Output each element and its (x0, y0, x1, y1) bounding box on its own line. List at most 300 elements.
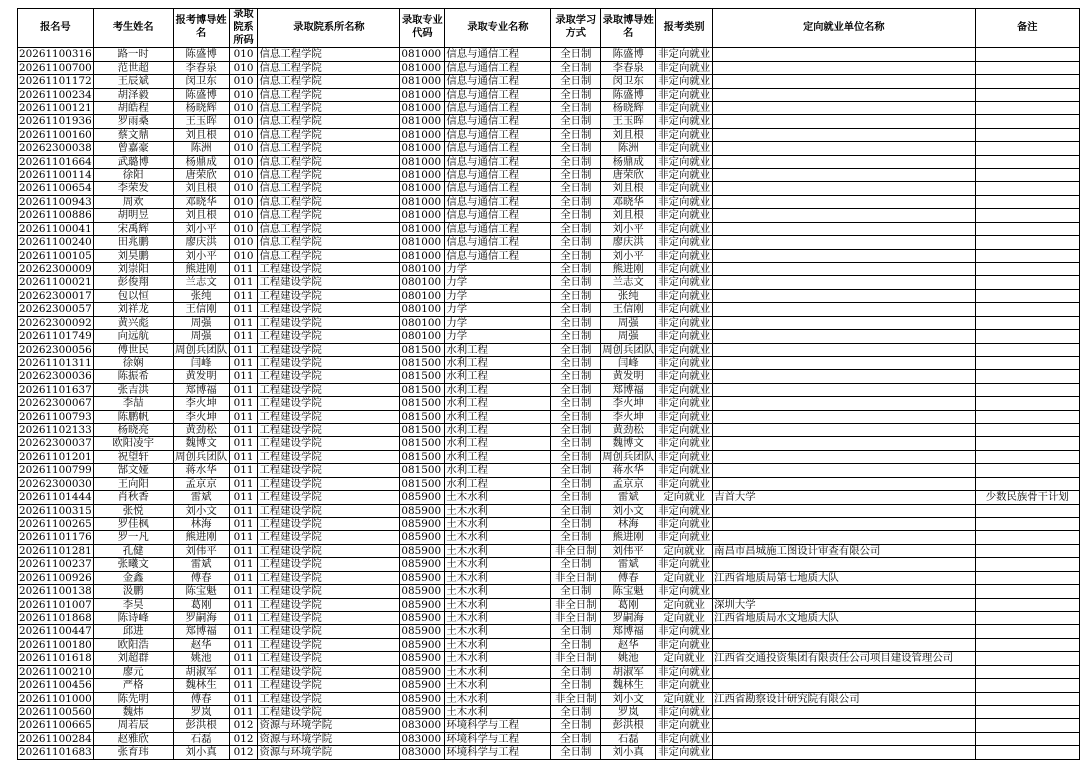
cell-study-mode: 全日制 (551, 276, 601, 289)
cell-remarks (975, 209, 1080, 222)
cell-registration-number: 20261100180 (19, 638, 92, 651)
cell-candidate-name: 徐阳 (93, 169, 173, 182)
cell-department-code: 011 (229, 356, 258, 369)
cell-major-code: 081000 (400, 75, 445, 88)
cell-department-code: 011 (229, 598, 258, 611)
cell-candidate-name: 祝望轩 (93, 450, 173, 463)
cell-department-code: 010 (229, 169, 258, 182)
cell-application-type: 非定向就业 (656, 531, 713, 544)
cell-applied-supervisor: 王玉晖 (173, 115, 229, 128)
cell-candidate-name: 肖秋香 (93, 491, 173, 504)
cell-applied-supervisor: 雷斌 (173, 491, 229, 504)
column-header-applied-supervisor: 报考博导姓名 (173, 9, 229, 48)
cell-remarks (975, 236, 1080, 249)
cell-applied-supervisor: 罗岚 (173, 705, 229, 718)
cell-registration-number: 20262300038 (19, 142, 92, 155)
cell-department-name: 工程建设学院 (258, 665, 400, 678)
cell-applied-supervisor: 刘小文 (173, 504, 229, 517)
cell-applied-supervisor: 刘伟平 (173, 544, 229, 557)
cell-department-code: 011 (229, 477, 258, 490)
cell-department-code: 011 (229, 679, 258, 692)
cell-department-code: 010 (229, 75, 258, 88)
cell-major-name: 水利工程 (445, 477, 551, 490)
cell-candidate-name: 赵雅欣 (93, 732, 173, 745)
cell-candidate-name: 汲鹏 (93, 585, 173, 598)
table-row (18, 531, 1080, 544)
cell-employer-name (713, 101, 975, 114)
cell-study-mode: 全日制 (551, 558, 601, 571)
cell-study-mode: 全日制 (551, 88, 601, 101)
cell-remarks (975, 142, 1080, 155)
cell-application-type: 非定向就业 (656, 518, 713, 531)
cell-application-type: 非定向就业 (656, 169, 713, 182)
cell-candidate-name: 罗佳枫 (93, 518, 173, 531)
cell-applied-supervisor: 石磊 (173, 732, 229, 745)
cell-candidate-name: 邱进 (93, 625, 173, 638)
cell-employer-name (713, 343, 975, 356)
cell-department-code: 010 (229, 115, 258, 128)
cell-study-mode: 全日制 (551, 115, 601, 128)
cell-candidate-name: 陈振希 (93, 370, 173, 383)
cell-candidate-name: 徐娴 (93, 356, 173, 369)
cell-study-mode: 全日制 (551, 75, 601, 88)
cell-major-code: 085900 (400, 544, 445, 557)
cell-study-mode: 全日制 (551, 316, 601, 329)
cell-department-name: 工程建设学院 (258, 504, 400, 517)
cell-department-name: 资源与环境学院 (258, 719, 400, 732)
cell-major-name: 土木水利 (445, 585, 551, 598)
cell-employer-name (713, 289, 975, 302)
cell-admitted-supervisor: 刘小真 (601, 746, 656, 759)
column-header-application-type: 报考类别 (656, 9, 713, 48)
cell-remarks (975, 638, 1080, 651)
cell-department-name: 工程建设学院 (258, 491, 400, 504)
cell-major-name: 土木水利 (445, 705, 551, 718)
cell-department-code: 011 (229, 397, 258, 410)
cell-applied-supervisor: 郑博福 (173, 383, 229, 396)
table-row (18, 263, 1080, 276)
cell-major-code: 083000 (400, 746, 445, 759)
cell-application-type: 非定向就业 (656, 450, 713, 463)
cell-application-type: 非定向就业 (656, 316, 713, 329)
cell-major-name: 信息与通信工程 (445, 222, 551, 235)
table-row (18, 276, 1080, 289)
table-row (18, 343, 1080, 356)
cell-department-name: 工程建设学院 (258, 652, 400, 665)
cell-department-code: 010 (229, 61, 258, 74)
cell-department-code: 011 (229, 316, 258, 329)
cell-department-name: 信息工程学院 (258, 155, 400, 168)
cell-remarks (975, 531, 1080, 544)
cell-candidate-name: 罗一凡 (93, 531, 173, 544)
table-row (18, 665, 1080, 678)
cell-major-code: 085900 (400, 491, 445, 504)
cell-department-code: 012 (229, 732, 258, 745)
cell-department-code: 012 (229, 719, 258, 732)
cell-study-mode: 全日制 (551, 236, 601, 249)
cell-major-name: 水利工程 (445, 383, 551, 396)
cell-major-name: 水利工程 (445, 437, 551, 450)
cell-remarks (975, 101, 1080, 114)
cell-admitted-supervisor: 黄劲松 (601, 424, 656, 437)
cell-department-name: 工程建设学院 (258, 518, 400, 531)
cell-department-name: 工程建设学院 (258, 450, 400, 463)
cell-application-type: 非定向就业 (656, 61, 713, 74)
cell-employer-name: 江西省勘察设计研究院有限公司 (713, 692, 975, 705)
cell-major-name: 力学 (445, 289, 551, 302)
table-row (18, 504, 1080, 517)
cell-major-code: 081500 (400, 450, 445, 463)
cell-registration-number: 20261101618 (19, 652, 92, 665)
cell-department-code: 011 (229, 424, 258, 437)
cell-applied-supervisor: 蒋水华 (173, 464, 229, 477)
cell-major-code: 081000 (400, 48, 445, 61)
cell-remarks (975, 544, 1080, 557)
cell-applied-supervisor: 周创兵团队 (173, 450, 229, 463)
table-row (18, 182, 1080, 195)
cell-application-type: 非定向就业 (656, 665, 713, 678)
cell-department-code: 011 (229, 518, 258, 531)
cell-employer-name (713, 169, 975, 182)
cell-candidate-name: 周欢 (93, 195, 173, 208)
cell-major-code: 081000 (400, 236, 445, 249)
cell-employer-name (713, 155, 975, 168)
cell-admitted-supervisor: 刘小文 (601, 692, 656, 705)
cell-department-code: 011 (229, 504, 258, 517)
cell-application-type: 定向就业 (656, 571, 713, 584)
cell-application-type: 非定向就业 (656, 101, 713, 114)
cell-remarks (975, 410, 1080, 423)
cell-candidate-name: 欧阳浩 (93, 638, 173, 651)
cell-admitted-supervisor: 罗岚 (601, 705, 656, 718)
cell-major-code: 083000 (400, 732, 445, 745)
cell-study-mode: 全日制 (551, 531, 601, 544)
cell-candidate-name: 李昊 (93, 598, 173, 611)
cell-employer-name (713, 303, 975, 316)
cell-candidate-name: 张育玮 (93, 746, 173, 759)
cell-registration-number: 20262300056 (19, 343, 92, 356)
cell-registration-number: 20261100114 (19, 169, 92, 182)
cell-major-name: 土木水利 (445, 598, 551, 611)
table-row (18, 75, 1080, 88)
cell-major-code: 080100 (400, 276, 445, 289)
cell-employer-name (713, 88, 975, 101)
cell-study-mode: 非全日制 (551, 544, 601, 557)
cell-applied-supervisor: 杨鼎成 (173, 155, 229, 168)
cell-employer-name (713, 504, 975, 517)
cell-remarks (975, 464, 1080, 477)
cell-employer-name: 江西省地质局第七地质大队 (713, 571, 975, 584)
cell-registration-number: 20261101936 (19, 115, 92, 128)
cell-major-name: 信息与通信工程 (445, 155, 551, 168)
cell-admitted-supervisor: 兰志文 (601, 276, 656, 289)
cell-major-code: 085900 (400, 652, 445, 665)
cell-major-name: 信息与通信工程 (445, 61, 551, 74)
cell-registration-number: 20261101311 (19, 356, 92, 369)
cell-registration-number: 20261100041 (19, 222, 92, 235)
cell-major-name: 土木水利 (445, 504, 551, 517)
cell-department-name: 信息工程学院 (258, 209, 400, 222)
cell-application-type: 非定向就业 (656, 115, 713, 128)
cell-applied-supervisor: 郑博福 (173, 625, 229, 638)
cell-department-code: 011 (229, 652, 258, 665)
cell-admitted-supervisor: 姚池 (601, 652, 656, 665)
cell-department-name: 工程建设学院 (258, 464, 400, 477)
table-row (18, 303, 1080, 316)
cell-remarks (975, 518, 1080, 531)
table-row (18, 719, 1080, 732)
cell-major-code: 081500 (400, 397, 445, 410)
cell-study-mode: 全日制 (551, 182, 601, 195)
table-row (18, 692, 1080, 705)
cell-employer-name (713, 397, 975, 410)
cell-admitted-supervisor: 郑博福 (601, 383, 656, 396)
cell-major-code: 085900 (400, 638, 445, 651)
cell-remarks (975, 705, 1080, 718)
cell-registration-number: 20262300017 (19, 289, 92, 302)
table-row (18, 746, 1080, 759)
cell-employer-name (713, 518, 975, 531)
table-row (18, 638, 1080, 651)
cell-employer-name (713, 330, 975, 343)
cell-candidate-name: 陈先明 (93, 692, 173, 705)
cell-admitted-supervisor: 李火坤 (601, 397, 656, 410)
cell-registration-number: 20261101664 (19, 155, 92, 168)
cell-department-code: 011 (229, 571, 258, 584)
cell-candidate-name: 廖元 (93, 665, 173, 678)
cell-department-code: 010 (229, 101, 258, 114)
cell-major-code: 081500 (400, 464, 445, 477)
cell-employer-name (713, 263, 975, 276)
cell-registration-number: 20262300092 (19, 316, 92, 329)
cell-candidate-name: 陈鹏帆 (93, 410, 173, 423)
cell-department-name: 信息工程学院 (258, 169, 400, 182)
table-row (18, 598, 1080, 611)
cell-registration-number: 20262300009 (19, 263, 92, 275)
table-row (18, 169, 1080, 182)
cell-registration-number: 20261100121 (19, 101, 92, 114)
cell-remarks (975, 611, 1080, 624)
table-row (18, 518, 1080, 531)
cell-major-name: 水利工程 (445, 356, 551, 369)
cell-remarks (975, 558, 1080, 571)
cell-candidate-name: 张曦文 (93, 558, 173, 571)
cell-application-type: 定向就业 (656, 598, 713, 611)
cell-department-code: 011 (229, 383, 258, 396)
table-row (18, 370, 1080, 383)
cell-application-type: 非定向就业 (656, 155, 713, 168)
table-row (18, 410, 1080, 423)
cell-remarks (975, 182, 1080, 195)
cell-department-code: 011 (229, 343, 258, 356)
cell-remarks (975, 263, 1080, 276)
cell-employer-name (713, 61, 975, 74)
cell-applied-supervisor: 廖庆洪 (173, 236, 229, 249)
cell-study-mode: 全日制 (551, 464, 601, 477)
cell-registration-number: 20261100160 (19, 128, 92, 141)
cell-registration-number: 20262300037 (19, 437, 92, 450)
cell-department-code: 011 (229, 692, 258, 705)
cell-department-code: 011 (229, 611, 258, 624)
cell-department-name: 工程建设学院 (258, 598, 400, 611)
cell-department-name: 工程建设学院 (258, 679, 400, 692)
cell-applied-supervisor: 周创兵团队 (173, 343, 229, 356)
cell-major-code: 081000 (400, 101, 445, 114)
cell-remarks (975, 424, 1080, 437)
cell-major-name: 土木水利 (445, 665, 551, 678)
cell-major-name: 信息与通信工程 (445, 128, 551, 141)
cell-registration-number: 20261100138 (19, 585, 92, 598)
cell-remarks (975, 343, 1080, 356)
cell-applied-supervisor: 胡淑军 (173, 665, 229, 678)
cell-department-code: 011 (229, 625, 258, 638)
cell-employer-name (713, 746, 975, 759)
cell-remarks (975, 61, 1080, 74)
cell-registration-number: 20261100799 (19, 464, 92, 477)
cell-department-name: 工程建设学院 (258, 356, 400, 369)
cell-applied-supervisor: 熊进刚 (173, 531, 229, 544)
cell-employer-name (713, 115, 975, 128)
cell-applied-supervisor: 魏博文 (173, 437, 229, 450)
cell-remarks (975, 397, 1080, 410)
cell-admitted-supervisor: 林海 (601, 518, 656, 531)
cell-major-name: 力学 (445, 276, 551, 289)
cell-candidate-name: 魏炜 (93, 705, 173, 718)
cell-study-mode: 全日制 (551, 356, 601, 369)
cell-applied-supervisor: 罗嗣海 (173, 611, 229, 624)
cell-admitted-supervisor: 周强 (601, 330, 656, 343)
cell-application-type: 非定向就业 (656, 719, 713, 732)
cell-registration-number: 20261100654 (19, 182, 92, 195)
cell-remarks (975, 692, 1080, 705)
cell-application-type: 非定向就业 (656, 679, 713, 692)
cell-department-code: 010 (229, 155, 258, 168)
cell-employer-name (713, 424, 975, 437)
column-header-candidate-name: 考生姓名 (93, 9, 173, 48)
cell-major-name: 土木水利 (445, 638, 551, 651)
cell-remarks (975, 303, 1080, 316)
cell-applied-supervisor: 邓晓华 (173, 195, 229, 208)
cell-department-code: 011 (229, 705, 258, 718)
cell-registration-number: 20261101868 (19, 611, 92, 624)
cell-department-name: 工程建设学院 (258, 638, 400, 651)
cell-major-code: 085900 (400, 531, 445, 544)
cell-admitted-supervisor: 周强 (601, 316, 656, 329)
cell-employer-name (713, 209, 975, 222)
cell-registration-number: 20262300036 (19, 370, 92, 383)
cell-application-type: 非定向就业 (656, 356, 713, 369)
cell-department-name: 工程建设学院 (258, 625, 400, 638)
cell-department-code: 011 (229, 464, 258, 477)
cell-candidate-name: 曾嘉豪 (93, 142, 173, 155)
cell-candidate-name: 黄兴彪 (93, 316, 173, 329)
cell-employer-name (713, 450, 975, 463)
table-row (18, 611, 1080, 624)
cell-major-name: 水利工程 (445, 343, 551, 356)
cell-applied-supervisor: 唐荣欣 (173, 169, 229, 182)
cell-study-mode: 全日制 (551, 450, 601, 463)
cell-admitted-supervisor: 黄发明 (601, 370, 656, 383)
cell-study-mode: 全日制 (551, 719, 601, 732)
cell-registration-number: 20261101000 (19, 692, 92, 705)
cell-employer-name (713, 383, 975, 396)
cell-employer-name (713, 75, 975, 88)
cell-applied-supervisor: 孟京京 (173, 477, 229, 490)
cell-study-mode: 全日制 (551, 370, 601, 383)
cell-admitted-supervisor: 杨鼎成 (601, 155, 656, 168)
cell-study-mode: 全日制 (551, 424, 601, 437)
cell-applied-supervisor: 杨晓辉 (173, 101, 229, 114)
cell-candidate-name: 陈诗峰 (93, 611, 173, 624)
cell-application-type: 非定向就业 (656, 209, 713, 222)
cell-major-code: 081500 (400, 383, 445, 396)
cell-major-code: 080100 (400, 303, 445, 316)
cell-application-type: 非定向就业 (656, 222, 713, 235)
cell-major-code: 081500 (400, 437, 445, 450)
cell-application-type: 非定向就业 (656, 424, 713, 437)
cell-remarks (975, 598, 1080, 611)
cell-major-code: 085900 (400, 611, 445, 624)
cell-remarks (975, 450, 1080, 463)
cell-registration-number: 20261100447 (19, 625, 92, 638)
cell-applied-supervisor: 李春泉 (173, 61, 229, 74)
column-header-major-name: 录取专业名称 (445, 9, 551, 48)
cell-applied-supervisor: 傅春 (173, 571, 229, 584)
cell-admitted-supervisor: 刘且根 (601, 182, 656, 195)
cell-admitted-supervisor: 魏林生 (601, 679, 656, 692)
cell-employer-name (713, 276, 975, 289)
cell-department-code: 011 (229, 330, 258, 343)
table-row (18, 732, 1080, 745)
cell-department-code: 010 (229, 236, 258, 249)
cell-registration-number: 20262300067 (19, 397, 92, 410)
cell-employer-name (713, 182, 975, 195)
cell-department-code: 011 (229, 303, 258, 316)
cell-major-name: 水利工程 (445, 450, 551, 463)
cell-registration-number: 20261100315 (19, 504, 92, 517)
cell-remarks (975, 571, 1080, 584)
column-header-remarks: 备注 (975, 9, 1080, 48)
cell-department-code: 011 (229, 410, 258, 423)
cell-major-code: 080100 (400, 316, 445, 329)
cell-registration-number: 20261101444 (19, 491, 92, 504)
cell-admitted-supervisor: 熊进刚 (601, 263, 656, 276)
cell-department-name: 工程建设学院 (258, 424, 400, 437)
cell-candidate-name: 张吉洪 (93, 383, 173, 396)
cell-major-name: 力学 (445, 263, 551, 276)
cell-remarks (975, 316, 1080, 329)
cell-study-mode: 全日制 (551, 101, 601, 114)
cell-department-code: 011 (229, 289, 258, 302)
cell-admitted-supervisor: 石磊 (601, 732, 656, 745)
cell-employer-name (713, 732, 975, 745)
cell-major-name: 土木水利 (445, 625, 551, 638)
cell-application-type: 非定向就业 (656, 236, 713, 249)
table-row (18, 222, 1080, 235)
cell-candidate-name: 王向阳 (93, 477, 173, 490)
cell-study-mode: 全日制 (551, 383, 601, 396)
cell-applied-supervisor: 葛刚 (173, 598, 229, 611)
cell-registration-number: 20261100316 (19, 48, 92, 61)
cell-remarks (975, 383, 1080, 396)
cell-application-type: 非定向就业 (656, 263, 713, 276)
table-row (18, 249, 1080, 262)
cell-remarks (975, 75, 1080, 88)
column-header-registration-number: 报名号 (18, 9, 94, 48)
cell-department-name: 工程建设学院 (258, 276, 400, 289)
cell-admitted-supervisor: 杨晓辉 (601, 101, 656, 114)
cell-study-mode: 全日制 (551, 61, 601, 74)
